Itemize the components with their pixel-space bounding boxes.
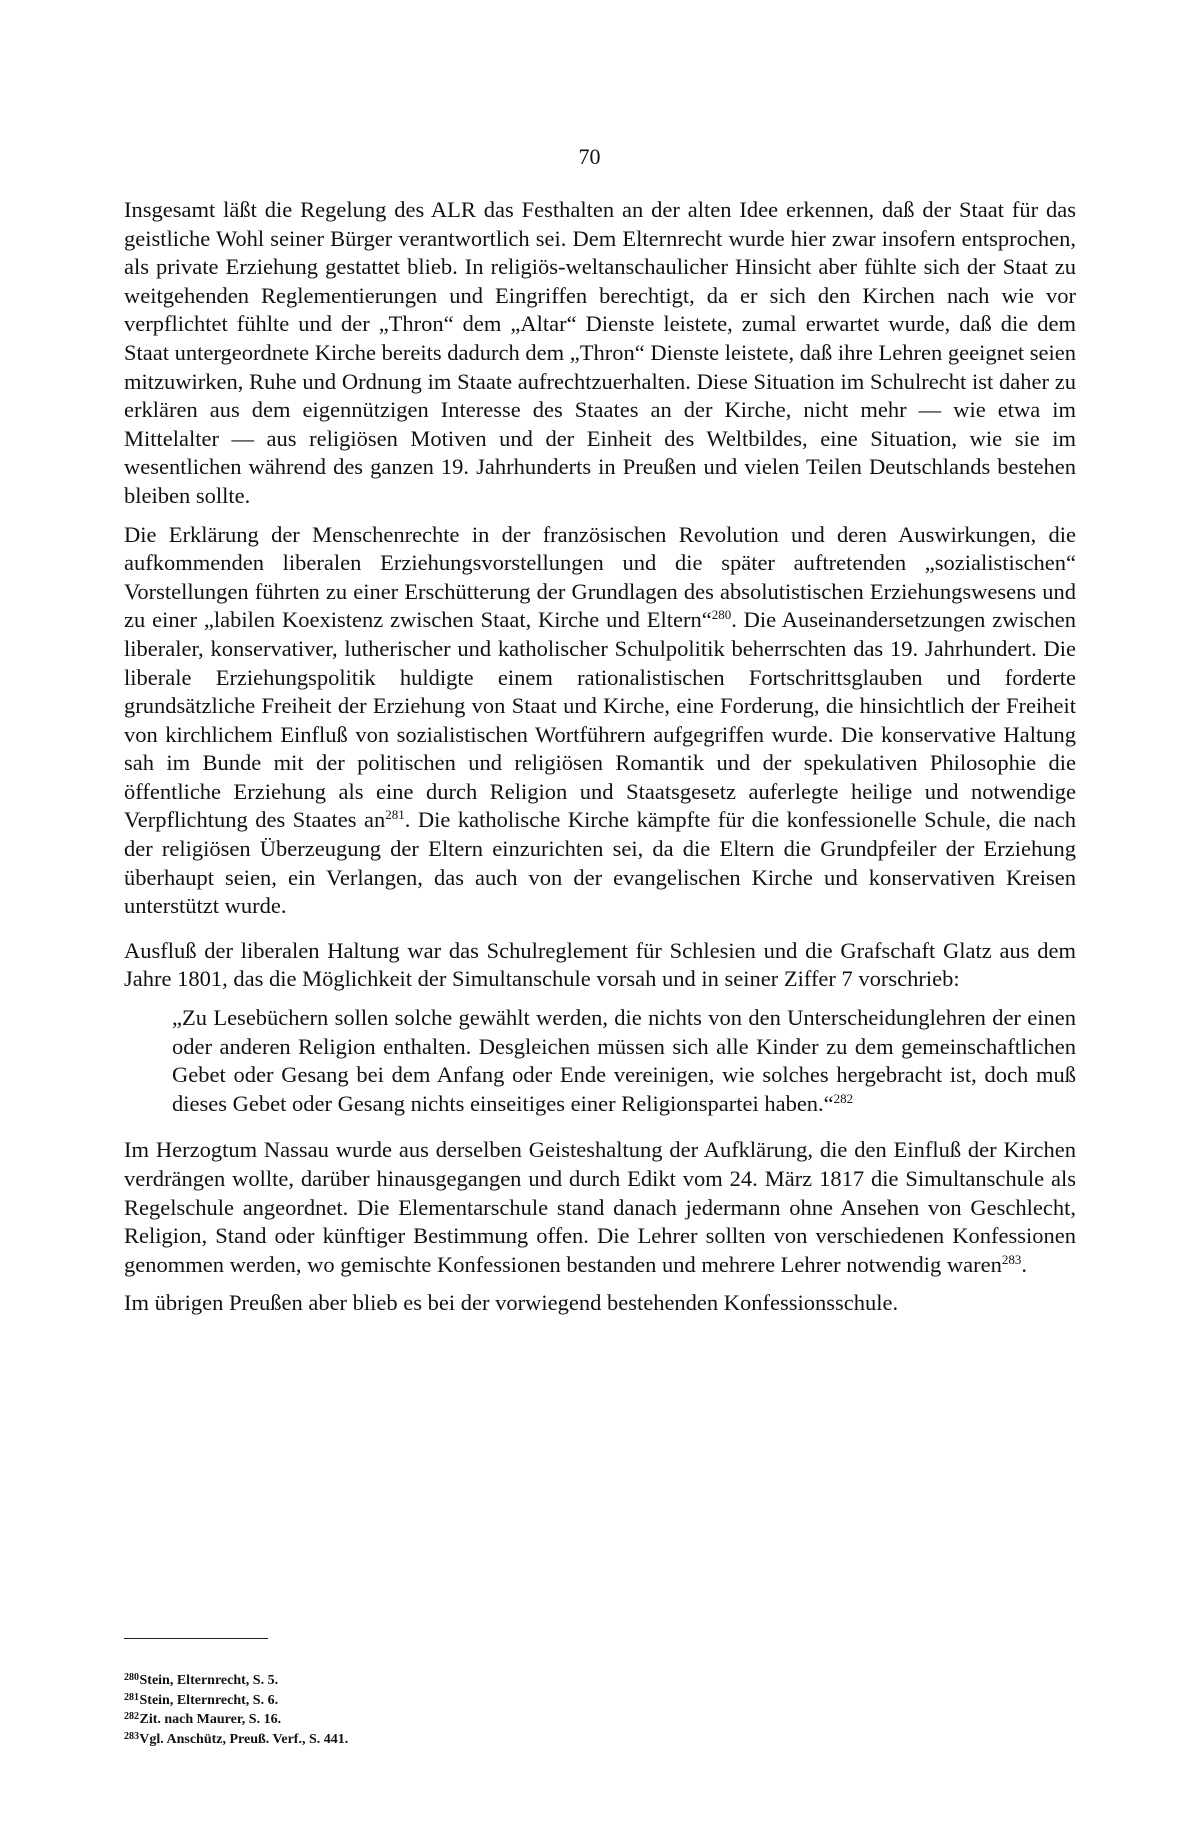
paragraph-alr: Insgesamt läßt die Regelung des ALR das Festhalten an der alten Idee erkennen, daß der Staat für das geistliche Wohl seiner Bürger verantwortlich sei. Dem Elternrecht wurde hier zwar insofern entsprochen, als private Erziehung gestattet blieb. In religiös-weltanschaulicher Hinsicht aber fühlte sich der Staat zu weitgehenden Reglementierungen und Eingriffen berechtigt, da er sich den Kirchen nach wie vor verpflichtet fühlte und der „Thron“ dem „Altar“ Dienste leistete, zumal erwartet wurde, daß die dem Staat untergeordnete Kirche bereits dadurch dem „Thron“ Dienste leistete, daß ihre Lehren geeignet seien mitzuwirken, Ruhe und Ordnung im Staate aufrechtzuerhalten. Diese Situation im Schulrecht ist daher zu erklären aus dem eigennützigen Interesse des Staates an der Kirche, nicht mehr — wie etwa im Mittelalter — aus religiösen Motiven und der Einheit des Weltbildes, eine Situation, wie sie im wesentlichen während des ganzen 19. Jahrhunderts in Preußen und vielen Teilen Deutschlands bestehen bleiben sollte. xyxy=(124,197,1076,508)
body-text xyxy=(124,196,1076,1334)
paragraph-text: . Die Auseinandersetzungen zwischen liberaler, konservativer, lutherischer und katholischer Schulpolitik beherrschten das 19. Jahrhundert. Die liberale Erziehungspolitik huldigte einem rationalistischen Fortschrittsglauben und forderte grundsätzliche Freiheit der Erziehung von Staat und Kirche, eine Forderung, die hinsichtlich der Freiheit von kirchlichem Einfluß von sozialistischen Wortführern aufgegriffen wurde. Die konservative Haltung sah im Bunde mit der politischen und religiösen Romantik und der spekulativen Philosophie die öffentliche Erziehung als eine durch Religion und Staatsgesetz auferlegte heilige und notwendige Verpflichtung des Staates an xyxy=(124,607,1076,833)
page-number: 70 xyxy=(578,144,601,169)
paragraph-text: Die Erklärung der Menschenrechte in der französischen Revolution und deren Auswirkungen, die aufkommenden liberalen Erziehungsvorstellungen und die später auftretenden „sozialistischen“ Vorstellungen führten zu einer Erschütterung der Grundlagen des absolutistischen Erziehungswesens und zu einer „labilen Koexistenz zwischen Staat, Kirche und Eltern“ xyxy=(124,521,1076,633)
footnote-number: 282 xyxy=(124,1711,139,1722)
footnote-ref-282[interactable]: 282 xyxy=(833,1090,854,1106)
footnote-number: 280 xyxy=(124,1672,139,1683)
quote-text: „Zu Lesebüchern sollen solche gewählt werden, die nichts von den Unterscheidunglehren der einen oder anderen Religion enthalten. Desgleichen müssen sich alle Kinder zu dem gemeinschaftlichen Gebet oder Gesang bei dem Anfang oder Ende vereinigen, wie solches hergebracht ist, doch muß dieses Gebet oder Gesang nichts einseitiges einer Religionspartei haben.“ xyxy=(172,1005,1076,1116)
footnote-divider xyxy=(124,1638,268,1639)
paragraph-menschenrechte xyxy=(124,521,1076,921)
footnote-ref-281[interactable]: 281 xyxy=(385,807,405,823)
footnote-ref-280[interactable]: 280 xyxy=(711,607,732,623)
footnote-text: Zit. nach Maurer, S. 16. xyxy=(139,1712,282,1727)
footnote-text: Vgl. Anschütz, Preuß. Verf., S. 441. xyxy=(139,1731,349,1747)
footnote-280 xyxy=(124,1670,348,1690)
footnote-number: 281 xyxy=(124,1691,139,1703)
footnote-text: Stein, Elternrecht, S. 6. xyxy=(139,1692,279,1708)
paragraph-text: . xyxy=(1021,1251,1027,1277)
footnote-283 xyxy=(124,1729,348,1749)
paragraph-nassau xyxy=(124,1136,1076,1279)
footnotes xyxy=(124,1670,348,1748)
paragraph-text: Im Herzogtum Nassau wurde aus derselben Geisteshaltung der Aufklärung, die den Einfluß der Kirchen verdrängen wollte, darüber hinausgegangen und durch Edikt vom 24. März 1817 die Simultanschule als Regelschule angeordnet. Die Elementarschule stand danach jedermann ohne Ansehen von Geschlecht, Religion, Stand oder künftiger Bestimmung offen. Die Lehrer sollten von verschiedenen Konfessionen genommen werden, wo gemischte Konfessionen bestanden und mehrere Lehrer notwendig waren xyxy=(124,1137,1076,1277)
footnote-282 xyxy=(124,1709,348,1729)
footnote-281 xyxy=(124,1690,348,1710)
paragraph-schulreglement: Ausfluß der liberalen Haltung war das Schulreglement für Schlesien und die Grafschaft Glatz aus dem Jahre 1801, das die Möglichkeit der Simultanschule vorsah und in seiner Ziffer 7 vorschrieb: xyxy=(124,937,1076,992)
paragraph-preussen: Im übrigen Preußen aber blieb es bei der vorwiegend bestehenden Konfessionsschule. xyxy=(124,1290,899,1316)
footnote-ref-283[interactable]: 283 xyxy=(1001,1251,1022,1267)
paragraph-text: . Die katholische Kirche kämpfte für die konfessionelle Schule, die nach der religiösen Überzeugung der Eltern einzurichten sei, da die Eltern die Grundpfeiler der Erziehung überhaupt seien, ein Verlangen, das auch von der evangelischen Kirche und konservativen Kreisen unterstützt wurde. xyxy=(124,807,1076,919)
footnote-number: 283 xyxy=(124,1730,139,1742)
footnote-text: Stein, Elternrecht, S. 5. xyxy=(139,1673,279,1688)
block-quote xyxy=(172,1004,1076,1118)
